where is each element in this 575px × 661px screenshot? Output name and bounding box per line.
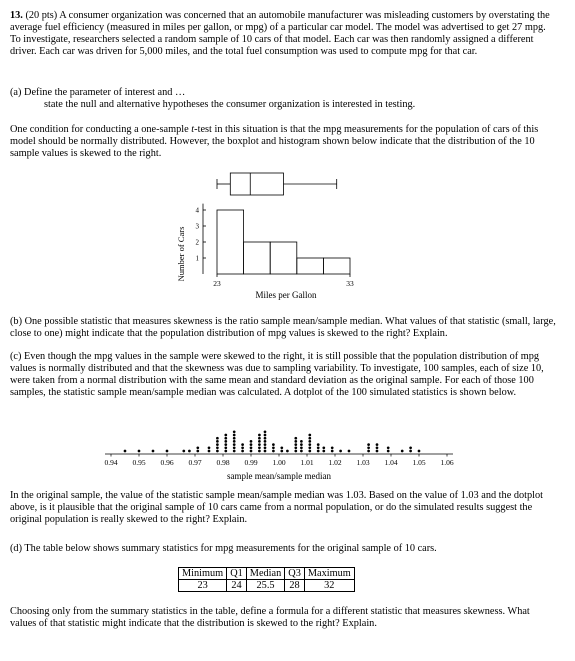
dotplot-dot <box>322 446 325 449</box>
dotplot-dot <box>300 446 303 449</box>
dotplot-dot <box>241 443 244 446</box>
dotplot-dot <box>208 450 211 453</box>
dotplot-dot <box>286 450 289 453</box>
dotplot-tick-label: 0.99 <box>244 458 258 467</box>
dotplot-dot <box>233 446 236 449</box>
dotplot-dot <box>264 437 267 440</box>
final-question: Choosing only from the summary statistics in the table, define a formula for a different statistic that measures skewness. What values of that statistic might indicate that the distribution is skewed to the right? Explain. <box>10 606 530 630</box>
dotplot-dot <box>264 450 267 453</box>
dotplot-dot <box>250 446 253 449</box>
dotplot-tick-label: 1.05 <box>412 458 426 467</box>
t-symbol: t <box>191 124 195 135</box>
dotplot-dot <box>401 450 404 453</box>
dotplot-dot <box>308 450 311 453</box>
dotplot-tick-label: 0.98 <box>216 458 230 467</box>
dotplot-dot <box>224 443 227 446</box>
y-tick-label: 1 <box>195 254 199 263</box>
dotplot-dot <box>233 440 236 443</box>
part-c-followup: In the original sample, the value of the statistic sample mean/sample median was 1.03. Based on the value of 1.03 and the dotplot above, is it plausible that the original sample of 10 cars came from a normal population, or do the simulated results suggest the original population is really skewed to the right? Explain. <box>10 490 544 526</box>
dotplot-dot <box>317 446 320 449</box>
value-q3: 28 <box>285 580 305 592</box>
question-intro-text: A consumer organization was concerned that an automobile manufacturer was misleading customers by overstating the average fuel efficiency (measured in miles per gallon, or mpg) of a particular car model. The model was advertised to get 27 mpg. To investigate, researchers selected a random sample of 10 cars of that model. Each car was then randomly assigned a different driver. Each car was driven for 5,000 miles, and the total fuel consumption was used to compute mpg for that car. <box>10 10 550 58</box>
dotplot-dot <box>272 450 275 453</box>
dotplot-dot <box>317 450 320 453</box>
dotplot-dot <box>250 450 253 453</box>
dotplot-dot <box>331 450 334 453</box>
dotplot-tick-label: 1.04 <box>384 458 398 467</box>
histogram-bar <box>270 242 297 274</box>
dotplot-dot <box>294 437 297 440</box>
header-q3: Q3 <box>285 568 305 580</box>
dotplot-dot <box>233 430 236 433</box>
dotplot-dot <box>258 440 261 443</box>
header-q1: Q1 <box>227 568 247 580</box>
dotplot-dot <box>300 440 303 443</box>
dotplot-tick-label: 0.96 <box>160 458 174 467</box>
dotplot-dot <box>272 443 275 446</box>
dotplot-dot <box>317 443 320 446</box>
dotplot-dot <box>294 443 297 446</box>
dotplot-dot <box>409 446 412 449</box>
condition-text-2: -test in this situation is that the mpg measurements for the population of cars of this model should be normally distributed. However, the boxplot and histogram shown below indicate that the distribution of the 10 sample values is skewed to the right. <box>10 124 539 160</box>
dotplot-dot <box>224 434 227 437</box>
dotplot-dot <box>233 443 236 446</box>
part-a-line1: (a) Define the parameter of interest and … <box>10 87 186 98</box>
dotplot-dot <box>241 446 244 449</box>
dotplot-tick-label: 1.00 <box>272 458 286 467</box>
dotplot-tick-label: 1.06 <box>440 458 454 467</box>
dotplot-dot <box>376 443 379 446</box>
dotplot-dot <box>233 437 236 440</box>
y-tick-label: 4 <box>195 206 199 215</box>
dotplot-dot <box>258 446 261 449</box>
dotplot-dot <box>250 443 253 446</box>
dotplot-dot <box>308 440 311 443</box>
x-tick-label: 23 <box>213 279 221 288</box>
boxplot-box <box>230 173 283 195</box>
dotplot-dot <box>339 450 342 453</box>
dotplot-tick-label: 0.95 <box>132 458 146 467</box>
question-13-intro <box>10 10 556 58</box>
dotplot-dot <box>308 443 311 446</box>
dotplot-dot <box>264 434 267 437</box>
dotplot <box>0 422 575 482</box>
dotplot-dot <box>376 450 379 453</box>
dotplot-dot <box>216 437 219 440</box>
x-tick-label: 33 <box>346 279 354 288</box>
dotplot-dot <box>367 450 370 453</box>
question-number: 13. <box>10 10 23 21</box>
dotplot-dot <box>224 446 227 449</box>
dotplot-tick-label: 1.03 <box>356 458 370 467</box>
dotplot-dot <box>418 450 421 453</box>
dotplot-dot <box>308 446 311 449</box>
dotplot-dot <box>241 450 244 453</box>
summary-header-row <box>179 568 355 580</box>
dotplot-dot <box>216 440 219 443</box>
dotplot-dot <box>224 450 227 453</box>
dotplot-dot <box>300 443 303 446</box>
part-b-text: (b) One possible statistic that measures skewness is the ratio sample mean/sample median. What values of that statistic (small, large, close to one) might indicate that the population distribution of mpg values is skewed to the right? Explain. <box>10 316 556 340</box>
histogram-ylabel: Number of Cars <box>176 226 186 282</box>
question-points: (20 pts) <box>25 10 58 21</box>
dotplot-dot <box>166 450 169 453</box>
value-median: 25.5 <box>246 580 284 592</box>
dotplot-dot <box>387 450 390 453</box>
dotplot-dot <box>258 443 261 446</box>
dotplot-dot <box>208 446 211 449</box>
header-maximum: Maximum <box>304 568 354 580</box>
dotplot-dot <box>294 446 297 449</box>
dotplot-xlabel: sample mean/sample median <box>227 471 331 481</box>
dotplot-dot <box>294 450 297 453</box>
dotplot-tick-label: 0.94 <box>104 458 118 467</box>
histogram-bar <box>323 258 350 274</box>
dotplot-dot <box>196 446 199 449</box>
dotplot-dot <box>331 446 334 449</box>
dotplot-dot <box>264 440 267 443</box>
dotplot-dot <box>124 450 127 453</box>
dotplot-dot <box>387 446 390 449</box>
dotplot-tick-label: 0.97 <box>188 458 202 467</box>
dotplot-dot <box>264 430 267 433</box>
dotplot-dot <box>258 450 261 453</box>
histogram-bar <box>244 242 271 274</box>
part-d-text: (d) The table below shows summary statistics for mpg measurements for the original sample of 10 cars. <box>10 543 437 554</box>
summary-value-row <box>179 580 355 592</box>
dotplot-dot <box>367 443 370 446</box>
dotplot-dot <box>224 440 227 443</box>
header-median: Median <box>246 568 284 580</box>
dotplot-dot <box>216 443 219 446</box>
dotplot-dot <box>322 450 325 453</box>
dotplot-dot <box>280 446 283 449</box>
value-maximum: 32 <box>304 580 354 592</box>
dotplot-dot <box>264 443 267 446</box>
dotplot-dot <box>300 450 303 453</box>
dotplot-dot <box>216 446 219 449</box>
dotplot-tick-label: 1.02 <box>328 458 342 467</box>
dotplot-dot <box>224 437 227 440</box>
dotplot-dot <box>367 446 370 449</box>
dotplot-dot <box>294 440 297 443</box>
dotplot-dot <box>376 446 379 449</box>
header-minimum: Minimum <box>179 568 227 580</box>
y-tick-label: 2 <box>195 238 199 247</box>
dotplot-dot <box>258 434 261 437</box>
value-q1: 24 <box>227 580 247 592</box>
dotplot-dot <box>233 450 236 453</box>
dotplot-dot <box>138 450 141 453</box>
dotplot-dot <box>348 450 351 453</box>
dotplot-dot <box>182 450 185 453</box>
dotplot-dot <box>152 450 155 453</box>
y-tick-label: 3 <box>195 222 199 231</box>
part-a-line2: state the null and alternative hypotheses the consumer organization is interested in testing. <box>44 99 416 110</box>
dotplot-dot <box>308 434 311 437</box>
dotplot-tick-label: 1.01 <box>300 458 314 467</box>
boxplot-histogram <box>0 166 575 306</box>
condition-text-1: One condition for conducting a one-sample <box>10 124 192 135</box>
histogram-xlabel: Miles per Gallon <box>255 290 317 300</box>
dotplot-dot <box>272 446 275 449</box>
dotplot-dot <box>216 450 219 453</box>
dotplot-dot <box>258 437 261 440</box>
dotplot-dot <box>264 446 267 449</box>
value-minimum: 23 <box>179 580 227 592</box>
dotplot-dot <box>188 450 191 453</box>
dotplot-dot <box>250 440 253 443</box>
dotplot-dot <box>308 437 311 440</box>
dotplot-dot <box>280 450 283 453</box>
histogram-bar <box>217 210 244 274</box>
dotplot-dot <box>409 450 412 453</box>
dotplot-dot <box>233 434 236 437</box>
summary-table <box>178 567 355 592</box>
dotplot-dot <box>196 450 199 453</box>
histogram-bar <box>297 258 324 274</box>
part-c-text: (c) Even though the mpg values in the sample were skewed to the right, it is still possible that the population distribution of mpg values is normally distributed and that the skewness was due to sampling variability. To investigate, 100 samples, each of size 10, were taken from a normal distribution with the same mean and standard deviation as the original sample. For each of those 100 samples, the statistic sample mean/sample median was calculated. A dotplot of the 100 simulated statistics is shown below. <box>10 351 544 399</box>
condition-paragraph <box>10 124 556 160</box>
